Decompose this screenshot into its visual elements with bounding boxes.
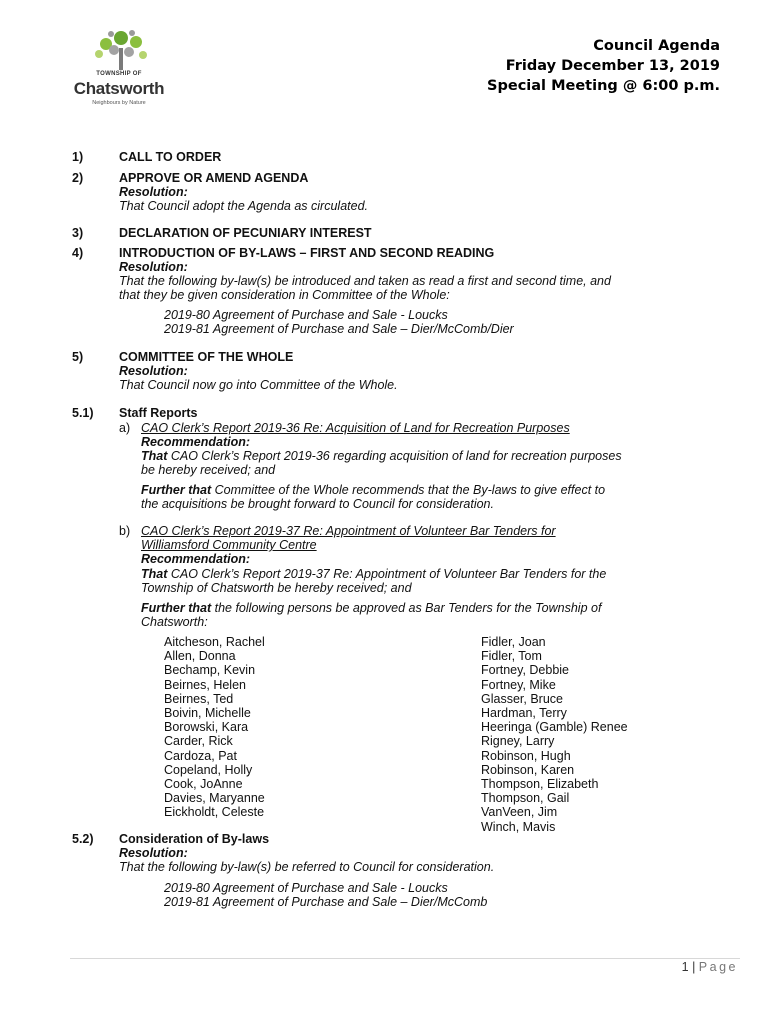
tree-logo-icon: [86, 30, 156, 70]
agenda-header: [487, 36, 720, 96]
resolution-label: Resolution:: [119, 260, 188, 274]
list-item: Fortney, Mike: [481, 677, 556, 692]
page-label: Page: [698, 960, 738, 974]
report-b-title-link[interactable]: Williamsford Community Centre: [141, 538, 317, 552]
list-item: Beirnes, Ted: [164, 691, 234, 706]
header-date: Friday December 13, 2019: [505, 58, 720, 74]
header-meeting: Special Meeting @ 6:00 p.m.: [487, 78, 720, 94]
list-item: Cook, JoAnne: [164, 777, 243, 792]
list-item: Eickholdt, Celeste: [164, 805, 265, 820]
report-b-title-link[interactable]: CAO Clerk’s Report 2019-37 Re: Appointment of Volunteer Bar Tenders for: [141, 524, 556, 538]
recommendation-text: Township of Chatsworth be hereby received; and: [141, 581, 412, 595]
resolution-label: Resolution:: [119, 846, 188, 860]
that-label: That: [141, 449, 168, 463]
bylaw-item: 2019-81 Agreement of Purchase and Sale – Dier/McComb/Dier: [164, 322, 514, 336]
footer-divider: [70, 958, 740, 959]
recommendation-text: [141, 567, 606, 582]
list-item: Thompson, Gail: [481, 791, 570, 806]
bylaw-item: 2019-80 Agreement of Purchase and Sale - Loucks: [164, 881, 448, 895]
list-item: Fidler, Tom: [481, 649, 542, 664]
list-item: VanVeen, Jim: [481, 805, 558, 820]
item-number: 4): [72, 246, 84, 260]
item-title: INTRODUCTION OF BY-LAWS – FIRST AND SECOND READING: [119, 246, 495, 260]
list-item: Robinson, Karen: [481, 762, 575, 777]
item-number: 5.2): [72, 832, 94, 846]
list-item: Borowski, Kara: [164, 720, 249, 735]
list-item: Copeland, Holly: [164, 762, 253, 777]
list-item: Rigney, Larry: [481, 734, 555, 749]
list-item: Bechamp, Kevin: [164, 663, 256, 678]
report-a-title-link[interactable]: CAO Clerk’s Report 2019-36 Re: Acquisition of Land for Recreation Purposes: [141, 421, 570, 435]
resolution-label: Resolution:: [119, 185, 188, 199]
rec-text: CAO Clerk’s Report 2019-36 regarding acquisition of land for recreation purposes: [167, 449, 622, 463]
list-item: Hardman, Terry: [481, 706, 567, 721]
bylaw-item: 2019-80 Agreement of Purchase and Sale - Loucks: [164, 308, 448, 322]
resolution-text: That Council adopt the Agenda as circulated.: [119, 199, 368, 213]
list-item: Heeringa (Gamble) Renee: [481, 720, 628, 735]
logo-township-of: TOWNSHIP OF: [96, 71, 142, 77]
recommendation-text: [141, 483, 605, 498]
that-label: That: [141, 567, 168, 581]
page-separator: |: [688, 960, 699, 974]
item-number: 2): [72, 171, 84, 185]
item-title: APPROVE OR AMEND AGENDA: [119, 171, 309, 185]
item-title: DECLARATION OF PECUNIARY INTEREST: [119, 226, 372, 240]
further-that-label: Further that: [141, 601, 212, 615]
list-item: Glasser, Bruce: [481, 691, 563, 706]
further-that-label: Further that: [141, 483, 212, 497]
rec-text: CAO Clerk’s Report 2019-37 Re: Appointment of Volunteer Bar Tenders for the: [167, 567, 607, 581]
list-item: Robinson, Hugh: [481, 748, 571, 763]
item-number: 5): [72, 350, 84, 364]
item-title: Staff Reports: [119, 406, 198, 420]
bartender-list-right: [481, 635, 628, 834]
logo-name: Chatsworth: [73, 79, 165, 98]
recommendation-text: [141, 449, 622, 464]
rec-text: the following persons be approved as Bar Tenders for the Township of: [211, 601, 602, 615]
recommendation-text: Chatsworth:: [141, 615, 208, 629]
resolution-label: Resolution:: [119, 364, 188, 378]
item-number: 3): [72, 226, 84, 240]
list-item: Beirnes, Helen: [164, 677, 246, 692]
item-title: Consideration of By-laws: [119, 832, 270, 846]
list-item: Davies, Maryanne: [164, 791, 265, 806]
list-item: Aitcheson, Rachel: [164, 635, 265, 649]
bartender-list-left: [164, 635, 265, 820]
resolution-text: that they be given consideration in Committee of the Whole:: [119, 288, 450, 302]
item-title: COMMITTEE OF THE WHOLE: [119, 350, 294, 364]
page-footer: [682, 960, 738, 974]
list-item: Allen, Donna: [164, 649, 236, 664]
item-title: CALL TO ORDER: [119, 150, 222, 164]
item-number: 5.1): [72, 406, 94, 420]
recommendation-text: the acquisitions be brought forward to Council for consideration.: [141, 497, 494, 511]
list-item: Cardoza, Pat: [164, 748, 237, 763]
list-item: Thompson, Elizabeth: [481, 777, 599, 792]
report-marker: b): [119, 524, 131, 538]
list-item: Fidler, Joan: [481, 635, 546, 649]
recommendation-label: Recommendation:: [141, 435, 251, 449]
resolution-text: That the following by-law(s) be introduced and taken as read a first and second time, and: [119, 274, 611, 288]
list-item: Carder, Rick: [164, 734, 233, 749]
list-item: Boivin, Michelle: [164, 706, 251, 721]
logo-tagline: Neighbours by Nature: [92, 100, 146, 106]
item-number: 1): [72, 150, 84, 164]
resolution-text: That Council now go into Committee of the Whole.: [119, 378, 398, 392]
resolution-text: That the following by-law(s) be referred to Council for consideration.: [119, 860, 495, 874]
township-logo: [64, 30, 174, 114]
bylaw-item: 2019-81 Agreement of Purchase and Sale – Dier/McComb: [164, 895, 488, 909]
recommendation-text: be hereby received; and: [141, 463, 276, 477]
recommendation-label: Recommendation:: [141, 552, 251, 566]
page-number: 1: [681, 960, 689, 974]
list-item: Fortney, Debbie: [481, 663, 570, 678]
header-title: Council Agenda: [593, 38, 720, 54]
recommendation-text: [141, 601, 601, 616]
rec-text: Committee of the Whole recommends that the By-laws to give effect to: [211, 483, 606, 497]
list-item: Winch, Mavis: [481, 819, 556, 834]
report-marker: a): [119, 421, 131, 435]
